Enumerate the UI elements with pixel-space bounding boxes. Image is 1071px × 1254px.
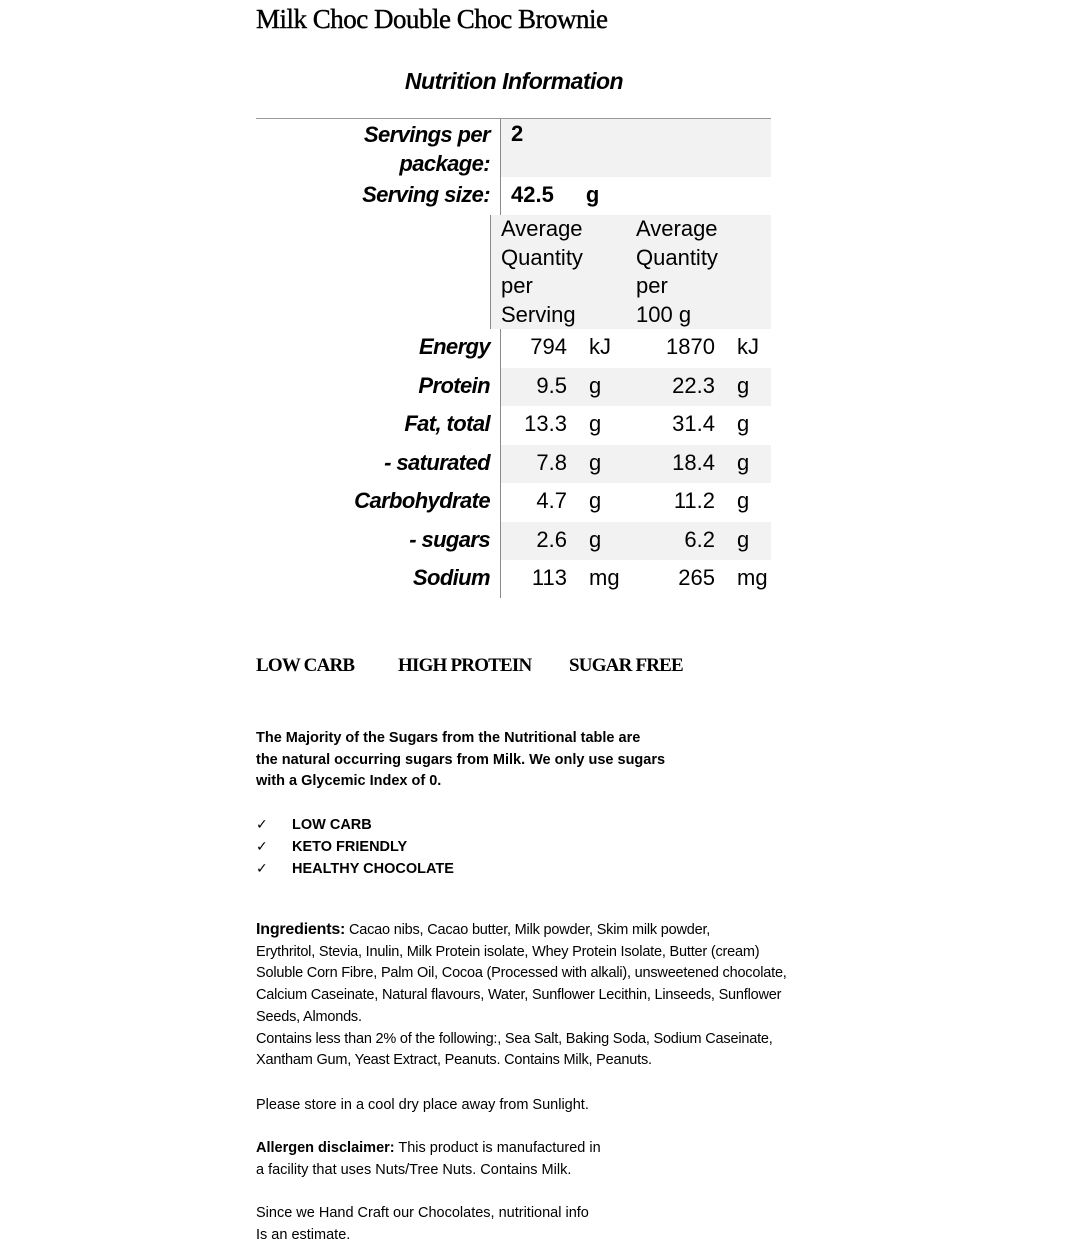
per-serving-unit: mg xyxy=(589,565,620,590)
per-serving-unit: g xyxy=(589,372,602,398)
allergen-label: Allergen disclaimer: xyxy=(256,1140,395,1156)
product-title: Milk Choc Double Choc Brownie xyxy=(256,4,608,34)
nutrient-label: Carbohydrate xyxy=(354,488,490,513)
nutrition-heading: Nutrition Information xyxy=(404,68,624,94)
nutrient-values xyxy=(500,406,771,445)
storage-instructions: Please store in a cool dry place away from Sunlight. xyxy=(256,1097,589,1113)
sugar-note-line: with a Glycemic Index of 0. xyxy=(256,773,442,790)
servings-per-package-label-line1: Servings per xyxy=(363,122,490,147)
per-serving-value: 13.3 xyxy=(524,411,567,436)
nutrient-label: Fat, total xyxy=(404,411,490,436)
servings-per-package-label-line2: package: xyxy=(399,151,490,176)
per-serving-value: 7.8 xyxy=(536,449,567,475)
allergen-line: a facility that uses Nuts/Tree Nuts. Contains Milk. xyxy=(256,1161,572,1178)
per-100g-value: 22.3 xyxy=(672,372,715,398)
per-serving-unit: g xyxy=(589,488,602,513)
per-serving-value: 2.6 xyxy=(536,526,567,552)
servings-per-package-label xyxy=(256,119,500,177)
nutrient-values xyxy=(500,445,771,484)
feature-checklist xyxy=(256,814,454,880)
per-serving-value: 4.7 xyxy=(536,488,567,513)
header-label-spacer xyxy=(256,215,490,329)
per-100g-value: 265 xyxy=(678,565,715,590)
per-serving-unit: g xyxy=(589,526,602,552)
per-100g-unit: g xyxy=(737,449,750,475)
nutrient-values xyxy=(500,522,771,561)
nutrient-label: Energy xyxy=(419,334,490,359)
checklist-item xyxy=(256,836,454,858)
per-100g-value: 11.2 xyxy=(673,488,715,513)
ingredients-line: Calcium Caseinate, Natural flavours, Water, Sunflower Lecithin, Linseeds, Sunflower xyxy=(256,987,782,1004)
ingredients-line: Contains less than 2% of the following:, Sea Salt, Baking Soda, Sodium Caseinate, xyxy=(256,1030,773,1047)
column-headers xyxy=(490,215,771,329)
per-serving-unit: g xyxy=(589,411,602,436)
nutrient-row-sodium xyxy=(256,560,771,598)
check-mark-icon: ✓ xyxy=(256,861,268,877)
per-100g-value: 1870 xyxy=(666,334,715,359)
column-header-per-100g: Average Quantity per 100 g xyxy=(636,216,718,327)
checklist-item xyxy=(256,814,454,836)
per-serving-unit: kJ xyxy=(589,334,611,359)
handcraft-line: Since we Hand Craft our Chocolates, nutritional info xyxy=(256,1205,589,1221)
check-mark-icon: ✓ xyxy=(256,817,268,833)
checklist-item-label: KETO FRIENDLY xyxy=(292,839,408,855)
handcraft-note xyxy=(256,1203,656,1246)
servings-per-package-row xyxy=(256,119,771,177)
ingredients-label: Ingredients: xyxy=(256,921,346,938)
column-header-row xyxy=(256,215,771,329)
sugar-note-line: the natural occurring sugars from Milk. We only use sugars xyxy=(256,751,666,768)
handcraft-line: Is an estimate. xyxy=(256,1226,351,1243)
product-claims xyxy=(256,655,683,677)
check-mark-icon: ✓ xyxy=(256,839,268,855)
per-serving-value: 9.5 xyxy=(536,372,567,398)
nutrient-row-saturated xyxy=(256,445,771,484)
sugar-note-line: The Majority of the Sugars from the Nutritional table are xyxy=(256,730,641,746)
nutrition-table xyxy=(256,118,771,598)
claim-high-protein: HIGH PROTEIN xyxy=(398,655,532,676)
ingredients-line: Soluble Corn Fibre, Palm Oil, Cocoa (Processed with alkali), unsweetened chocolate, xyxy=(256,965,787,982)
claim-low-carb: LOW CARB xyxy=(256,655,355,676)
ingredients-line: Erythritol, Stevia, Inulin, Milk Protein isolate, Whey Protein Isolate, Butter (cream) xyxy=(256,943,760,960)
ingredients-line xyxy=(256,919,876,942)
nutrient-values xyxy=(500,329,771,368)
checklist-item-label: LOW CARB xyxy=(292,817,372,833)
servings-per-package-value: 2 xyxy=(500,119,771,177)
nutrient-row-sugars xyxy=(256,522,771,561)
allergen-line xyxy=(256,1138,656,1160)
checklist-item-label: HEALTHY CHOCOLATE xyxy=(292,861,454,877)
per-100g-unit: g xyxy=(737,372,750,398)
per-100g-unit: mg xyxy=(737,565,768,590)
allergen-disclaimer xyxy=(256,1138,656,1181)
serving-size-label: Serving size: xyxy=(362,182,490,207)
serving-size-cell xyxy=(500,177,771,215)
per-100g-unit: kJ xyxy=(737,334,759,359)
per-100g-unit: g xyxy=(737,488,750,513)
nutrient-row-protein xyxy=(256,368,771,407)
nutrient-label: - saturated xyxy=(384,449,490,475)
per-100g-unit: g xyxy=(737,526,750,552)
checklist-item xyxy=(256,858,454,880)
nutrient-label: - sugars xyxy=(409,526,490,552)
ingredients-text: Cacao nibs, Cacao butter, Milk powder, Skim milk powder, xyxy=(345,922,711,938)
claim-sugar-free: SUGAR FREE xyxy=(569,655,683,676)
per-100g-value: 31.4 xyxy=(672,411,715,436)
sugar-note xyxy=(256,728,726,793)
serving-size-value: 42.5 xyxy=(511,182,554,207)
per-100g-unit: g xyxy=(737,411,750,436)
nutrient-values xyxy=(500,560,771,598)
nutrient-label: Sodium xyxy=(412,565,490,590)
per-serving-unit: g xyxy=(589,449,602,475)
per-100g-value: 6.2 xyxy=(684,526,715,552)
nutrient-row-fat-total xyxy=(256,406,771,445)
nutrient-row-carbohydrate xyxy=(256,483,771,522)
column-header-per-serving: Average Quantity per Serving xyxy=(501,216,583,327)
per-serving-value: 794 xyxy=(530,334,567,359)
per-100g-value: 18.4 xyxy=(672,449,715,475)
nutrient-label: Protein xyxy=(418,372,490,398)
allergen-text: This product is manufactured in xyxy=(394,1140,601,1156)
per-serving-value: 113 xyxy=(531,565,567,590)
nutrient-values xyxy=(500,483,771,522)
nutrient-values xyxy=(500,368,771,407)
serving-size-unit: g xyxy=(585,182,600,207)
nutrient-row-energy xyxy=(256,329,771,368)
serving-size-row xyxy=(256,177,771,215)
ingredients-line: Seeds, Almonds. xyxy=(256,1008,362,1025)
ingredients-line: Xantham Gum, Yeast Extract, Peanuts. Contains Milk, Peanuts. xyxy=(256,1052,652,1069)
ingredients-section xyxy=(256,919,876,1072)
